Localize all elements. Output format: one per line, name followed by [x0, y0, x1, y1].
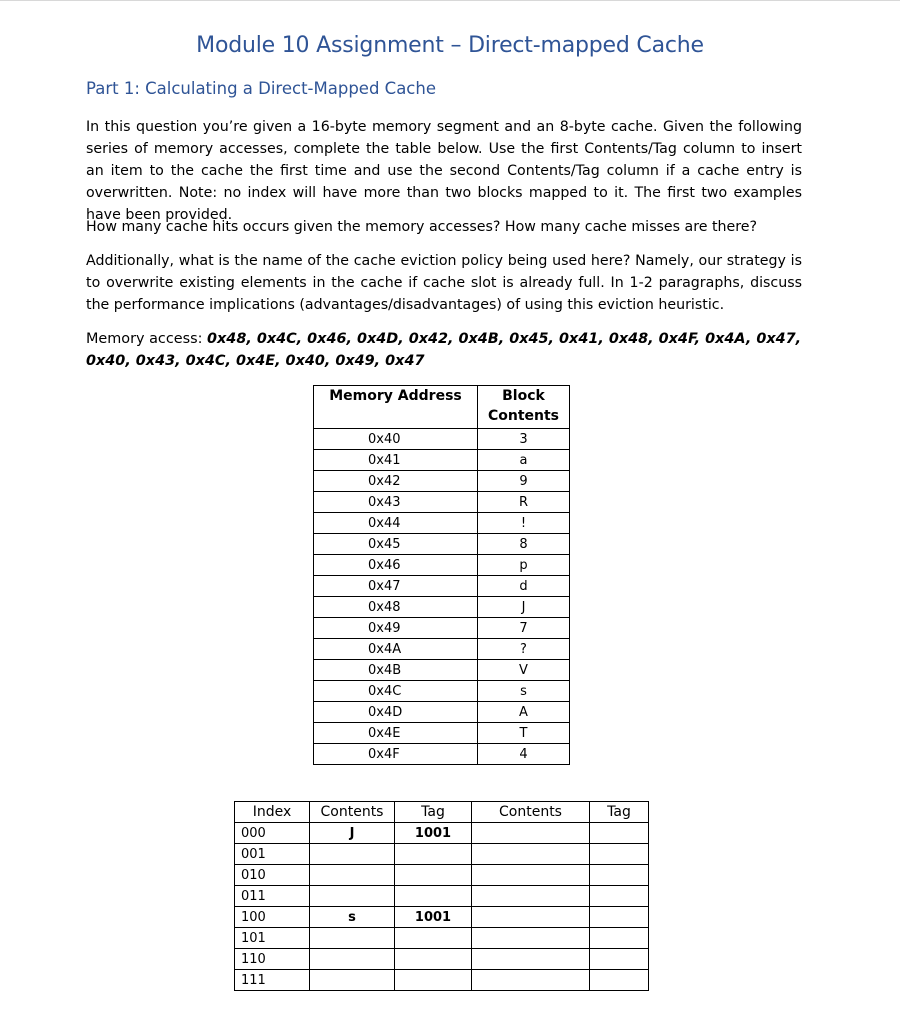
block-contents-cell: R [478, 492, 570, 513]
memory-address-cell: 0x48 [314, 597, 478, 618]
block-contents-cell: J [478, 597, 570, 618]
memory-row [314, 681, 570, 702]
cache-index-cell: 111 [235, 970, 310, 991]
cache-index-cell: 010 [235, 865, 310, 886]
cache-contents-cell-2 [472, 823, 590, 844]
memory-address-cell: 0x43 [314, 492, 478, 513]
block-contents-cell: p [478, 555, 570, 576]
cache-tag-cell-2 [590, 844, 649, 865]
memory-row [314, 534, 570, 555]
block-contents-cell: T [478, 723, 570, 744]
block-contents-cell: 9 [478, 471, 570, 492]
cache-tag-cell-1 [395, 865, 472, 886]
memory-table-body [314, 429, 570, 765]
part-heading: Part 1: Calculating a Direct-Mapped Cache [86, 79, 436, 98]
cache-contents-cell-1 [310, 928, 395, 949]
cache-tag-cell-1 [395, 886, 472, 907]
memory-row [314, 639, 570, 660]
cache-contents-cell-1 [310, 844, 395, 865]
cache-tag-cell-1: 1001 [395, 907, 472, 928]
cache-contents-cell-1 [310, 949, 395, 970]
cache-row [235, 907, 649, 928]
block-contents-cell: 3 [478, 429, 570, 450]
memory-address-cell: 0x4E [314, 723, 478, 744]
cache-tag-cell-2 [590, 823, 649, 844]
memory-row [314, 513, 570, 534]
cache-contents-cell-1 [310, 970, 395, 991]
block-contents-cell: ? [478, 639, 570, 660]
memory-address-cell: 0x4B [314, 660, 478, 681]
cache-index-cell: 001 [235, 844, 310, 865]
memory-row [314, 492, 570, 513]
memory-address-cell: 0x42 [314, 471, 478, 492]
cache-row [235, 823, 649, 844]
memory-row [314, 660, 570, 681]
cache-tag-cell-1 [395, 970, 472, 991]
cache-contents-cell-2 [472, 844, 590, 865]
cache-contents-cell-1 [310, 886, 395, 907]
block-contents-cell: a [478, 450, 570, 471]
memory-address-cell: 0x40 [314, 429, 478, 450]
cache-row [235, 886, 649, 907]
memory-address-header: Memory Address [314, 386, 478, 429]
cache-tag-cell-2 [590, 907, 649, 928]
memory-row [314, 597, 570, 618]
cache-tag-cell-2 [590, 886, 649, 907]
memory-row [314, 744, 570, 765]
cache-tag-cell-2 [590, 970, 649, 991]
block-contents-cell: d [478, 576, 570, 597]
policy-paragraph: Additionally, what is the name of the cache eviction policy being used here? Namely, our strategy is to overwrite existing elements in the cache if cache slot is already full. In 1-2 paragraphs, discuss the performance implications (advantages/disadvantages) of using this eviction heuristic. [86, 253, 802, 313]
cache-row [235, 844, 649, 865]
block-contents-cell: V [478, 660, 570, 681]
cache-contents-cell-2 [472, 949, 590, 970]
block-contents-cell: s [478, 681, 570, 702]
block-contents-header: Block Contents [478, 386, 570, 429]
cache-tag-cell-1: 1001 [395, 823, 472, 844]
block-contents-cell: A [478, 702, 570, 723]
cache-tag-cell-1 [395, 844, 472, 865]
cache-contents-cell-1: s [310, 907, 395, 928]
memory-table [313, 385, 570, 765]
cache-row [235, 928, 649, 949]
memory-row [314, 555, 570, 576]
tag-header-2: Tag [590, 802, 649, 823]
memory-address-cell: 0x45 [314, 534, 478, 555]
cache-tag-cell-1 [395, 928, 472, 949]
block-contents-cell: 8 [478, 534, 570, 555]
page-title: Module 10 Assignment – Direct-mapped Cache [196, 33, 704, 58]
question-paragraph: How many cache hits occurs given the memory accesses? How many cache misses are there? [86, 219, 758, 235]
tag-header-1: Tag [395, 802, 472, 823]
memory-row [314, 471, 570, 492]
cache-row [235, 970, 649, 991]
memory-row [314, 450, 570, 471]
page-top-border [0, 0, 900, 1]
index-header: Index [235, 802, 310, 823]
cache-index-cell: 100 [235, 907, 310, 928]
cache-index-cell: 110 [235, 949, 310, 970]
contents-header-2: Contents [472, 802, 590, 823]
cache-contents-cell-2 [472, 928, 590, 949]
intro-paragraph: In this question you’re given a 16-byte memory segment and an 8-byte cache. Given the following series of memory accesses, complete the table below. Use the first Contents/Tag column to insert an item to the cache the first time and use the second Contents/Tag column if a cache entry is overwritten. Note: no index will have more than two blocks mapped to it. The first two examples have been provided. [86, 119, 802, 223]
cache-tag-cell-2 [590, 865, 649, 886]
cache-row [235, 949, 649, 970]
memory-row [314, 702, 570, 723]
memory-address-cell: 0x4D [314, 702, 478, 723]
block-contents-cell: 4 [478, 744, 570, 765]
memory-address-cell: 0x46 [314, 555, 478, 576]
block-contents-cell: ! [478, 513, 570, 534]
cache-index-cell: 011 [235, 886, 310, 907]
memory-access-paragraph [86, 328, 802, 372]
cache-index-cell: 000 [235, 823, 310, 844]
cache-contents-cell-2 [472, 970, 590, 991]
cache-contents-cell-1 [310, 865, 395, 886]
cache-row [235, 865, 649, 886]
cache-table [234, 801, 649, 991]
cache-table-body [235, 823, 649, 991]
cache-contents-cell-2 [472, 865, 590, 886]
memory-address-cell: 0x49 [314, 618, 478, 639]
cache-contents-cell-2 [472, 907, 590, 928]
cache-tag-cell-1 [395, 949, 472, 970]
cache-contents-cell-1: J [310, 823, 395, 844]
cache-table-header [235, 802, 649, 823]
memory-access-label: Memory access: [86, 331, 208, 347]
memory-address-cell: 0x44 [314, 513, 478, 534]
cache-tag-cell-2 [590, 928, 649, 949]
memory-row [314, 576, 570, 597]
memory-address-cell: 0x4C [314, 681, 478, 702]
cache-tag-cell-2 [590, 949, 649, 970]
memory-address-cell: 0x47 [314, 576, 478, 597]
memory-row [314, 723, 570, 744]
contents-header-1: Contents [310, 802, 395, 823]
memory-address-cell: 0x41 [314, 450, 478, 471]
memory-address-cell: 0x4F [314, 744, 478, 765]
memory-row [314, 429, 570, 450]
memory-table-header [314, 386, 570, 429]
memory-address-cell: 0x4A [314, 639, 478, 660]
block-contents-cell: 7 [478, 618, 570, 639]
memory-access-list: 0x48, 0x4C, 0x46, 0x4D, 0x42, 0x4B, 0x45, 0x41, 0x48, 0x4F, 0x4A, 0x47, 0x40, 0x43, 0x4C, 0x4E, 0x40, 0x49, 0x47 [86, 331, 802, 369]
cache-contents-cell-2 [472, 886, 590, 907]
cache-index-cell: 101 [235, 928, 310, 949]
memory-row [314, 618, 570, 639]
